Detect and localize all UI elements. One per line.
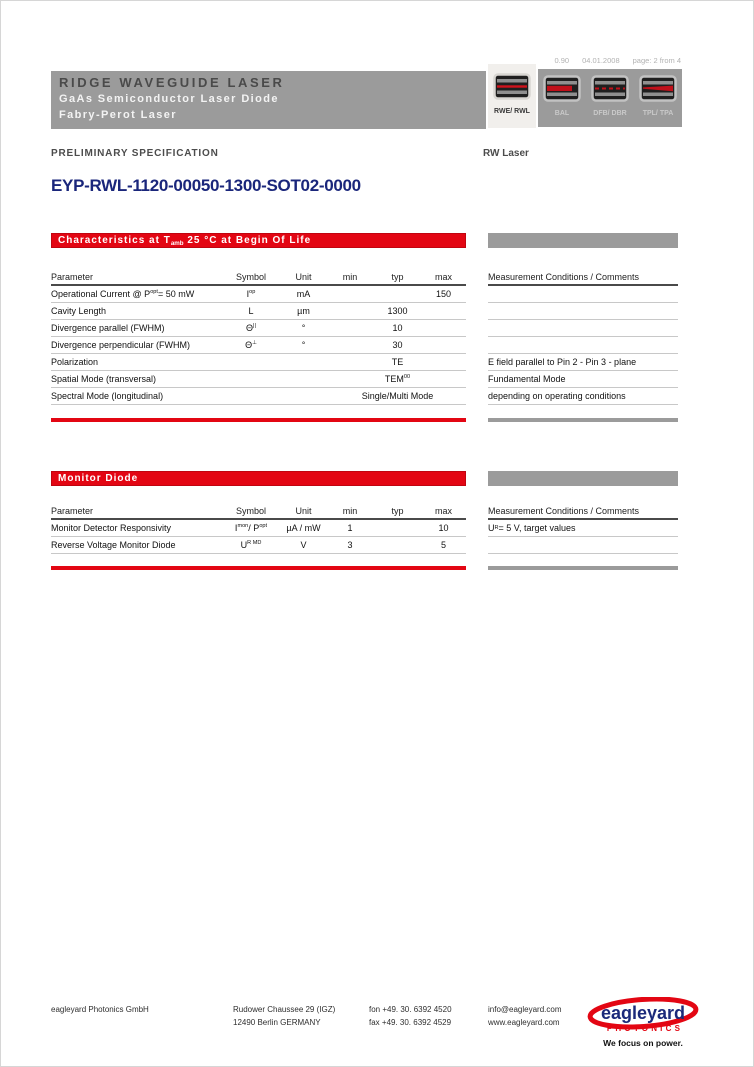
unit-cell: V [300, 540, 307, 550]
footer-address [233, 1003, 335, 1029]
symbol-cell: I op [246, 289, 256, 299]
comment-cell [488, 337, 678, 354]
section-end-bar-gray [488, 418, 678, 422]
comments-header: Measurement Conditions / Comments [488, 503, 678, 520]
param-cell: Spatial Mode (transversal) [51, 374, 157, 384]
laser-type-label: RW Laser [483, 148, 529, 159]
laser-chip-dashed-line-icon [591, 75, 629, 107]
symbol-cell: I mon / P opt [234, 523, 268, 533]
banner-gray-box [488, 471, 678, 486]
tab-tpl-tpa[interactable] [634, 69, 682, 127]
unit-cell: µm [297, 306, 310, 316]
tab-label: BAL [554, 110, 570, 117]
col-max: max [434, 505, 452, 516]
comments-header: Measurement Conditions / Comments [488, 269, 678, 286]
tab-bal[interactable] [538, 69, 586, 127]
laser-chip-solid-line-icon [493, 73, 531, 105]
col-typ: typ [391, 505, 404, 516]
min-cell: 3 [347, 540, 353, 550]
unit-cell: ° [301, 340, 306, 350]
symbol-cell: L [248, 306, 254, 316]
col-parameter: Parameter [51, 505, 94, 516]
laser-chip-thick-line-icon [543, 75, 581, 107]
table-row [51, 354, 466, 371]
comment-cell: Fundamental Mode [488, 371, 678, 388]
tab-dfb-dbr[interactable] [586, 69, 634, 127]
header-subtitle-1: GaAs Semiconductor Laser Diode [59, 93, 279, 105]
table-row [51, 537, 466, 554]
section-end-bar-gray [488, 566, 678, 570]
comment-cell [488, 537, 678, 554]
param-cell: Divergence perpendicular (FWHM) [51, 340, 191, 350]
table-row [51, 371, 466, 388]
col-unit: Unit [295, 271, 312, 282]
col-min: min [342, 505, 358, 516]
logo-photonics-label: PHOTONICS [606, 1024, 684, 1033]
param-cell: Spectral Mode (longitudinal) [51, 391, 164, 401]
eagleyard-logo [586, 997, 704, 1052]
symbol-cell: Θ || [246, 323, 256, 333]
min-cell: 1 [347, 523, 353, 533]
table-header-row [51, 503, 466, 520]
footer-contact [488, 1003, 562, 1029]
max-cell: 150 [435, 289, 452, 299]
section-end-bar-red [51, 418, 466, 422]
logo-tagline: We focus on power. [603, 1038, 683, 1048]
tab-label: RWE/ RWL [494, 108, 530, 115]
symbol-cell: U R MD [240, 540, 262, 550]
unit-cell: mA [296, 289, 311, 299]
table-header-row [51, 269, 466, 286]
table-row [51, 520, 466, 537]
table-row [51, 337, 466, 354]
logo-wordmark: eagleyard [600, 1003, 686, 1023]
typ-cell: 30 [392, 340, 403, 350]
spec-status-label: PRELIMINARY SPECIFICATION [51, 148, 219, 159]
footer-web-link[interactable]: www.eagleyard.com [488, 1018, 560, 1027]
comment-cell [488, 320, 678, 337]
max-cell: 10 [438, 523, 449, 533]
tab-label: TPL/ TPA [642, 110, 674, 117]
date-label: 04.01.2008 [582, 56, 620, 65]
section-banner-monitor-diode: Monitor Diode [51, 471, 466, 486]
typ-cell: 10 [392, 323, 403, 333]
typ-cell: 1300 [387, 306, 408, 316]
col-max: max [434, 271, 452, 282]
typ-cell: Single/Multi Mode [361, 391, 434, 401]
col-parameter: Parameter [51, 271, 94, 282]
banner-gray-box [488, 233, 678, 248]
comment-cell [488, 303, 678, 320]
section-banner-characteristics: Characteristics at $T_{amb}$ 25 °C at Begin Of Life [51, 233, 466, 248]
col-typ: typ [391, 271, 404, 282]
page-number-label: page: 2 from 4 [632, 56, 681, 65]
footer-phone: fon +49. 30. 6392 4520 [369, 1005, 452, 1014]
product-code: EYP-RWL-1120-00050-1300-SOT02-0000 [51, 176, 361, 195]
footer-fax: fax +49. 30. 6392 4529 [369, 1018, 452, 1027]
version-label: 0.90 [554, 56, 570, 65]
page-title: RIDGE WAVEGUIDE LASER [59, 75, 285, 90]
laser-chip-tapered-line-icon [639, 75, 677, 107]
typ-cell: TE [391, 357, 404, 367]
param-cell: Reverse Voltage Monitor Diode [51, 540, 176, 550]
unit-cell: ° [301, 323, 306, 333]
comment-cell: depending on operating conditions [488, 388, 678, 405]
comment-cell: U R = 5 V, target values [488, 520, 678, 537]
section-end-bar-red [51, 566, 466, 570]
unit-cell: µA / mW [286, 523, 321, 533]
footer-address-line2: 12490 Berlin GERMANY [233, 1018, 321, 1027]
footer-email-link[interactable]: info@eagleyard.com [488, 1005, 562, 1014]
table-row [51, 320, 466, 337]
comment-cell: E field parallel to Pin 2 - Pin 3 - plane [488, 354, 678, 371]
col-symbol: Symbol [235, 505, 266, 516]
col-min: min [342, 271, 358, 282]
table-row [51, 286, 466, 303]
header-subtitle-2: Fabry-Perot Laser [59, 109, 177, 121]
footer-phone-fax [369, 1003, 452, 1029]
param-cell: Monitor Detector Responsivity [51, 523, 172, 533]
footer-company: eagleyard Photonics GmbH [51, 1005, 149, 1014]
col-symbol: Symbol [235, 271, 266, 282]
tab-label: DFB/ DBR [593, 110, 627, 117]
param-cell: Cavity Length [51, 306, 107, 316]
param-cell: Divergence parallel (FWHM) [51, 323, 165, 333]
param-cell: Operational Current @ P opt = 50 mW [51, 289, 195, 299]
max-cell: 5 [440, 540, 446, 550]
symbol-cell: Θ ⊥ [245, 340, 257, 350]
table-row [51, 388, 466, 405]
comment-cell [488, 286, 678, 303]
tab-rwe-rwl[interactable] [488, 64, 536, 128]
table-row [51, 303, 466, 320]
typ-cell: TEM 00 [384, 374, 411, 384]
tab-group-inactive [538, 69, 682, 127]
param-cell: Polarization [51, 357, 99, 367]
col-unit: Unit [295, 505, 312, 516]
footer-address-line1: Rudower Chaussee 29 (IGZ) [233, 1005, 336, 1014]
header-banner [51, 71, 486, 129]
